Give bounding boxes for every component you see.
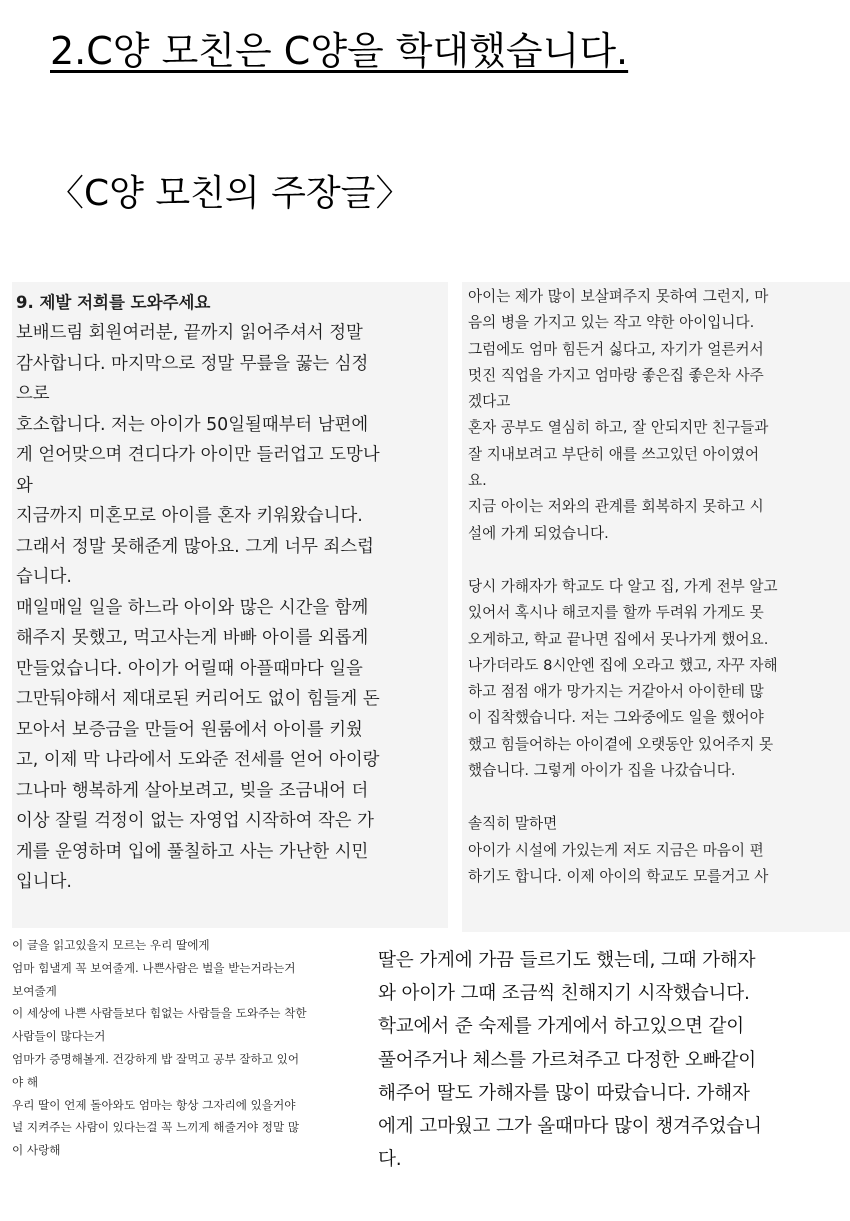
- text-line: 이상 잘릴 걱정이 없는 자영업 시작하여 작은 가: [16, 811, 374, 831]
- text-line: 하고 점점 애가 망가지는 거같아서 아이한테 많: [468, 683, 764, 701]
- text-line: 딸은 가게에 가끔 들르기도 했는데, 그때 가해자: [378, 950, 756, 971]
- text-line: 입니다.: [16, 872, 72, 892]
- text-line: 있어서 혹시나 해코지를 할까 두려워 가게도 못: [468, 604, 764, 622]
- post-right-paragraph-2: [468, 574, 850, 784]
- letter-to-daughter-excerpt: [0, 934, 366, 1221]
- paragraph-gap: [468, 784, 850, 811]
- text-line: 게 얻어맞으며 견디다가 아이만 들러업고 도망나: [16, 445, 380, 465]
- text-line: 감사합니다. 마지막으로 정말 무릎을 꿇는 심정: [16, 353, 369, 374]
- text-line: 만들었습니다. 아이가 어릴때 아플때마다 일을: [16, 658, 363, 679]
- text-line: 이 글을 읽고있을지 모르는 우리 딸에게: [12, 938, 210, 952]
- text-line: 혼자 공부도 열심히 하고, 잘 안되지만 친구들과: [468, 419, 769, 437]
- text-line: 이 사랑해: [12, 1143, 61, 1158]
- text-line: 그럼에도 엄마 힘든거 싫다고, 자기가 얼른커서: [468, 340, 764, 358]
- text-line: 모아서 보증금을 만들어 원룸에서 아이를 키웠: [16, 719, 363, 740]
- post-left-excerpt: [12, 282, 448, 928]
- text-line: 널 지켜주는 사람이 있다는걸 꼭 느끼게 해줄거야 정말 많: [12, 1120, 300, 1135]
- post-right-excerpt: [462, 282, 850, 932]
- text-line: 이 집착했습니다. 저는 그와중에도 일을 했어야: [468, 709, 764, 727]
- paragraph-gap: [468, 547, 850, 574]
- post-bottom-excerpt: [366, 934, 850, 1221]
- text-line: 그만둬야해서 제대로된 커리어도 없이 힘들게 돈: [16, 689, 380, 709]
- text-line: 에게 고마웠고 그가 올때마다 많이 챙겨주었습니: [378, 1116, 762, 1138]
- post-right-paragraph-1: [468, 284, 850, 547]
- text-line: 사람들이 많다는거: [12, 1029, 106, 1044]
- text-line: 와: [16, 475, 33, 496]
- text-line: 으로: [16, 384, 50, 404]
- text-line: 나가더라도 8시안엔 집에 오라고 했고, 자꾸 자해: [468, 656, 778, 674]
- text-line: 야 해: [12, 1074, 39, 1089]
- text-line: 음의 병을 가지고 있는 작고 약한 아이입니다.: [468, 314, 755, 332]
- text-line: 우리 딸이 언제 돌아와도 엄마는 항상 그자리에 있을거야: [12, 1097, 296, 1112]
- text-line: 학교에서 준 숙제를 가게에서 하고있으면 같이: [378, 1016, 745, 1038]
- text-line: 고, 이제 막 나라에서 도와준 전세를 얻어 아이랑: [16, 750, 380, 770]
- text-line: 호소합니다. 저는 아이가 50일될때부터 남편에: [16, 414, 369, 435]
- text-line: 엄마 힘낼게 꼭 보여줄게. 나쁜사람은 벌을 받는거라는거: [12, 960, 296, 975]
- text-line: 요.: [468, 472, 487, 490]
- text-line: 했습니다. 그렇게 아이가 집을 나갔습니다.: [468, 762, 736, 780]
- text-line: 보배드림 회원여러분, 끝까지 읽어주셔서 정말: [16, 323, 363, 343]
- text-line: 해주지 못했고, 먹고사는게 바빠 아이를 외롭게: [16, 628, 369, 648]
- text-line: 겠다고: [468, 393, 511, 411]
- text-line: 그나마 행복하게 살아보려고, 빚을 조금내어 더: [16, 780, 369, 801]
- text-line: 보여줄게: [12, 983, 57, 998]
- text-line: 풀어주거나 체스를 가르쳐주고 다정한 오빠같이: [378, 1049, 757, 1071]
- post-heading: 9. 제발 저희를 도와주세요: [16, 293, 211, 312]
- post-right-paragraph-3: [468, 811, 850, 890]
- text-line: 설에 가게 되었습니다.: [468, 524, 609, 542]
- text-line: 솔직히 말하면: [468, 815, 558, 833]
- text-line: 해주어 딸도 가해자를 많이 따랐습니다. 가해자: [378, 1082, 750, 1104]
- letter-lines: [12, 934, 366, 1162]
- text-line: 지금까지 미혼모로 아이를 혼자 키워왔습니다.: [16, 506, 363, 526]
- text-line: 아이가 시설에 가있는게 저도 지금은 마음이 편: [468, 841, 764, 859]
- text-line: 그래서 정말 못해준게 많아요. 그게 너무 죄스럽: [16, 536, 374, 557]
- page-title: 2.C양 모친은 C양을 학대했습니다.: [50, 29, 629, 73]
- post-left-lines: [16, 318, 448, 898]
- text-line: 게를 운영하며 입에 풀칠하고 사는 가난한 시민: [16, 841, 369, 862]
- text-line: 지금 아이는 저와의 관계를 회복하지 못하고 시: [468, 498, 764, 516]
- text-line: 오게하고, 학교 끝나면 집에서 못나가게 했어요.: [468, 630, 769, 648]
- text-line: 아이는 제가 많이 보살펴주지 못하여 그런지, 마: [468, 288, 769, 305]
- section-subtitle: 〈C양 모친의 주장글〉: [48, 173, 412, 214]
- text-line: 하기도 합니다. 이제 아이의 학교도 모를거고 사: [468, 867, 769, 885]
- text-line: 당시 가해자가 학교도 다 알고 집, 가게 전부 알고: [468, 577, 778, 595]
- text-line: 다.: [378, 1149, 402, 1171]
- text-line: 이 세상에 나쁜 사람들보다 힘없는 사람들을 도와주는 착한: [12, 1006, 307, 1021]
- text-line: 매일매일 일을 하느라 아이와 많은 시간을 함께: [16, 597, 369, 618]
- text-line: 습니다.: [16, 567, 72, 587]
- text-line: 잘 지내보려고 부단히 애를 쓰고있던 아이였어: [468, 445, 760, 463]
- text-line: 멋진 직업을 가지고 엄마랑 좋은집 좋은차 사주: [468, 366, 764, 384]
- text-line: 와 아이가 그때 조금씩 친해지기 시작했습니다.: [378, 983, 750, 1005]
- post-bottom-lines: [378, 944, 850, 1176]
- text-line: 했고 힘들어하는 아이곁에 오랫동안 있어주지 못: [468, 735, 774, 753]
- text-line: 엄마가 증명해볼게. 건강하게 밥 잘먹고 공부 잘하고 있어: [12, 1051, 300, 1066]
